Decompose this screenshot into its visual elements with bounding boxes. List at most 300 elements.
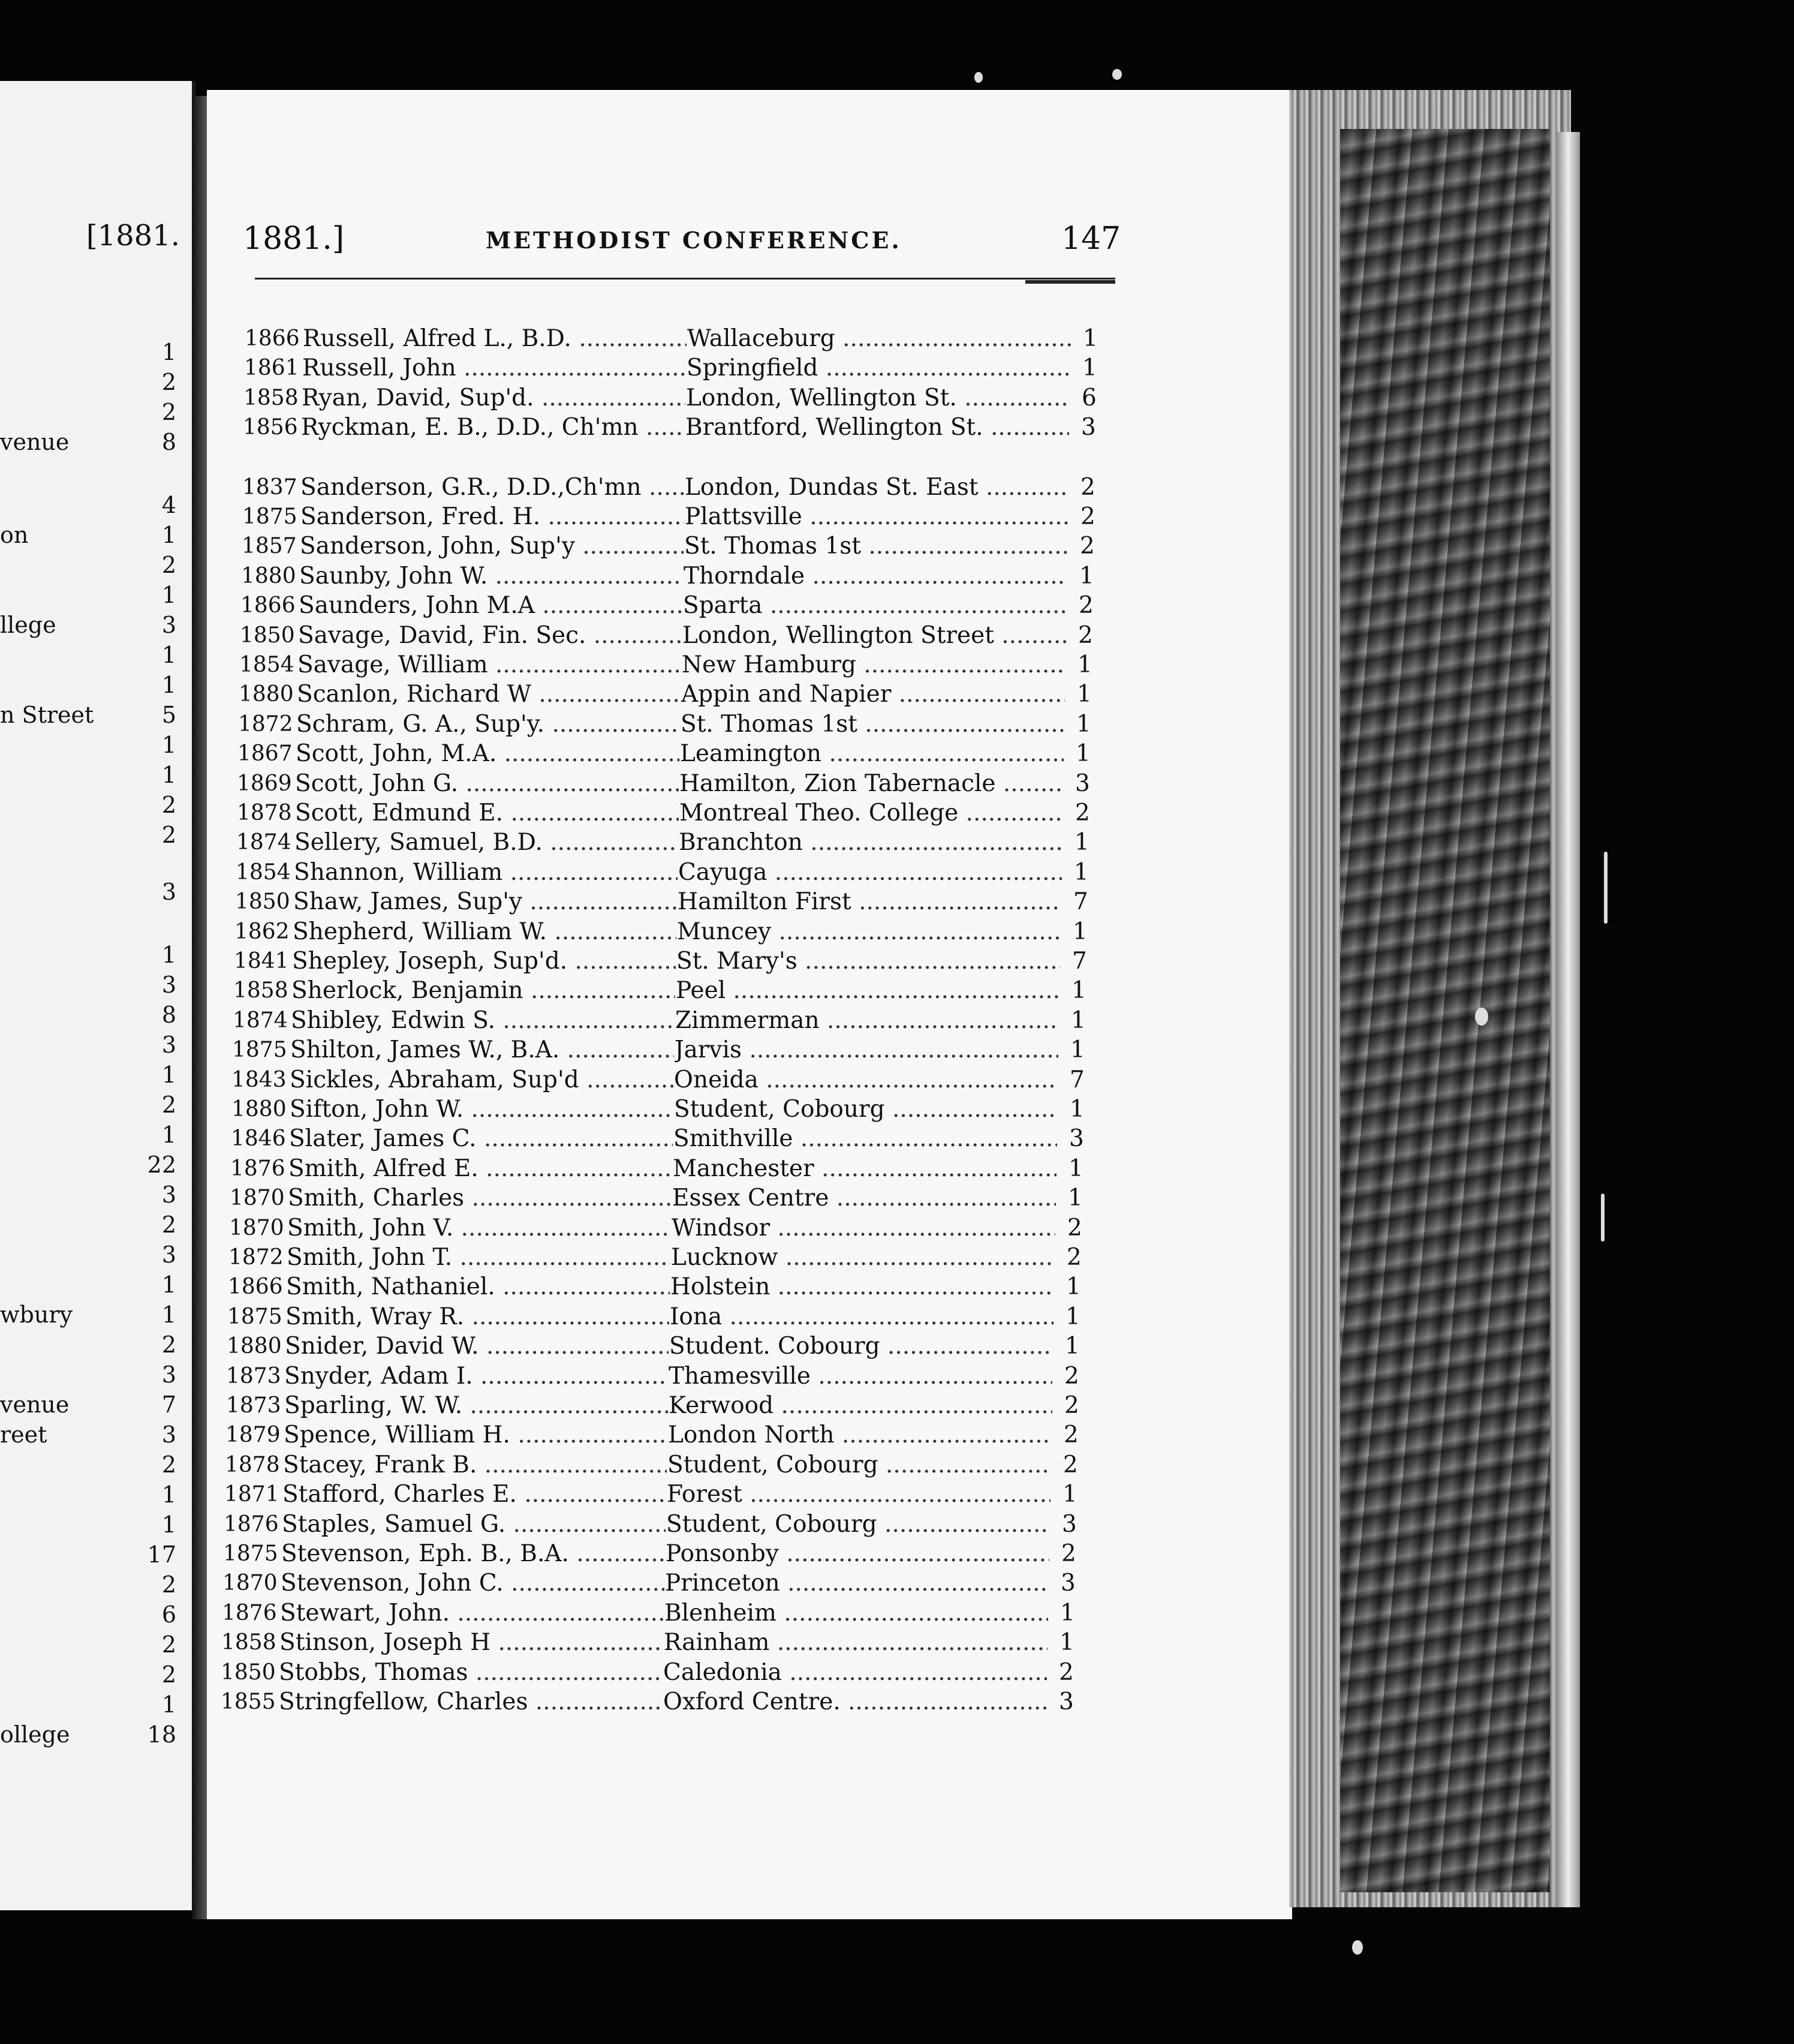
marbled-edge — [1340, 129, 1550, 1892]
left-page-row — [0, 1691, 182, 1720]
entry-year: 1878 — [237, 801, 292, 825]
years-count: 2 — [1063, 1451, 1078, 1478]
entry-row — [236, 828, 1106, 858]
entry-year: 1866 — [228, 1275, 283, 1300]
entry-year: 1850 — [240, 623, 295, 648]
years-count: 2 — [1080, 503, 1095, 530]
left-row-years: 8 — [161, 429, 176, 455]
left-row-years: 1 — [161, 942, 176, 968]
years-count: 3 — [1062, 1510, 1077, 1538]
entry-row — [241, 561, 1110, 591]
left-row-years: 2 — [161, 1451, 176, 1478]
entry-row — [224, 1510, 1093, 1540]
entry-row — [242, 502, 1112, 532]
station-name: Princeton ..... — [665, 1568, 1049, 1598]
years-count: 2 — [1080, 533, 1095, 560]
left-row-years: 2 — [161, 1661, 176, 1688]
left-page-row — [0, 1451, 182, 1480]
entry-year: 1837 — [242, 474, 297, 500]
left-page-row — [0, 1152, 182, 1180]
left-page-row — [0, 702, 182, 731]
station-name: Leamington ..... — [680, 739, 1064, 769]
left-row-years: 1 — [161, 1481, 176, 1508]
header-rule-thick — [1025, 280, 1115, 284]
left-row-years: 2 — [161, 1571, 176, 1598]
minister-name: Staples, Samuel G. ..... — [282, 1510, 666, 1540]
years-count: 1 — [1071, 1006, 1086, 1034]
years-count: 1 — [1062, 1481, 1077, 1508]
years-count: 2 — [1079, 592, 1094, 620]
years-count: 1 — [1074, 829, 1089, 856]
minister-name: Stringfellow, Charles ..... — [279, 1687, 663, 1717]
entry-row — [233, 976, 1103, 1006]
left-page-row — [0, 822, 182, 850]
minister-name: Ryan, David, Sup'd. ..... — [302, 383, 685, 413]
left-page-row — [0, 1092, 182, 1120]
station-name: Windsor ..... — [672, 1213, 1055, 1243]
entry-year: 1876 — [222, 1600, 277, 1625]
left-page-row — [0, 642, 182, 671]
left-row-years: 4 — [161, 492, 176, 518]
left-page-row — [0, 522, 182, 551]
station-name: London, Wellington Street ..... — [682, 621, 1066, 651]
station-name: Ponsonby ..... — [666, 1539, 1049, 1569]
minister-name: Shepherd, William W. ..... — [293, 917, 676, 947]
entry-row — [223, 1539, 1092, 1569]
left-page-row — [0, 1661, 182, 1690]
years-count: 1 — [1076, 710, 1091, 738]
station-name: London, Dundas St. East ..... — [685, 473, 1068, 503]
years-count: 1 — [1077, 651, 1092, 678]
station-name: Brantford, Wellington St. ..... — [685, 413, 1069, 443]
minister-name: Stevenson, John C. ..... — [281, 1568, 664, 1598]
entry-year: 1866 — [240, 593, 296, 618]
years-count: 1 — [1068, 1185, 1083, 1212]
minister-name: Snider, David W. ..... — [285, 1331, 669, 1361]
left-page-row — [0, 1391, 182, 1420]
page-title: METHODIST CONFERENCE. — [486, 227, 902, 254]
left-page-row — [0, 1601, 182, 1630]
left-row-years: 3 — [161, 1361, 176, 1388]
left-page-row — [0, 1242, 182, 1270]
minister-name: Stafford, Charles E. ..... — [282, 1480, 666, 1510]
left-page-row — [0, 1272, 182, 1300]
years-count: 1 — [1068, 1155, 1083, 1182]
entry-year: 1850 — [221, 1660, 276, 1685]
left-row-years: 3 — [161, 1242, 176, 1268]
speck — [1352, 1940, 1363, 1955]
entry-row — [237, 798, 1106, 828]
entry-row — [244, 353, 1113, 383]
station-name: Hamilton, Zion Tabernacle ..... — [679, 769, 1063, 799]
station-name: Plattsville ..... — [685, 502, 1068, 532]
header-year: 1881.] — [243, 221, 345, 257]
left-row-years: 1 — [161, 1511, 176, 1538]
minister-name: Scott, John G. ..... — [295, 769, 679, 799]
minister-name: Sanderson, John, Sup'y ..... — [300, 531, 684, 561]
left-row-years: 1 — [161, 1691, 176, 1718]
years-count: 2 — [1064, 1421, 1079, 1449]
entry-row — [231, 1095, 1101, 1125]
years-count: 1 — [1073, 918, 1088, 945]
station-name: Oxford Centre. ..... — [663, 1687, 1047, 1717]
minister-name: Savage, William ..... — [297, 650, 681, 680]
left-page-row — [0, 1541, 182, 1570]
minister-name: Scott, Edmund E. ..... — [295, 798, 679, 828]
speck — [974, 72, 983, 83]
years-count: 2 — [1080, 473, 1095, 501]
entry-year: 1869 — [237, 771, 292, 796]
entry-year: 1876 — [230, 1156, 285, 1181]
years-count: 1 — [1066, 1273, 1081, 1301]
left-row-years: 3 — [161, 1182, 176, 1208]
cover-edge — [1556, 132, 1580, 1907]
entry-year: 1875 — [223, 1541, 278, 1566]
minister-name: Russell, Alfred L., B.D. ..... — [303, 324, 687, 354]
page-number: 147 — [1061, 221, 1121, 257]
minister-name: Smith, Charles ..... — [288, 1183, 672, 1213]
entry-row — [237, 769, 1106, 799]
station-name: Essex Centre ..... — [672, 1183, 1056, 1213]
minister-name: Saunders, John M.A ..... — [299, 591, 682, 621]
left-running-head: [1881. — [86, 219, 180, 253]
station-name: Student, Cobourg ..... — [674, 1095, 1058, 1125]
entry-year: 1874 — [233, 1008, 288, 1033]
entry-row — [245, 324, 1114, 354]
minister-name: Sanderson, Fred. H. ..... — [300, 502, 684, 532]
left-page-row — [0, 612, 182, 641]
station-name: Sparta ..... — [683, 591, 1067, 621]
years-count: 2 — [1059, 1658, 1074, 1686]
minister-name: Stinson, Joseph H ..... — [279, 1628, 663, 1658]
left-row-years: 3 — [161, 879, 176, 905]
left-row-years: 18 — [147, 1721, 176, 1748]
years-count: 1 — [1059, 1629, 1074, 1657]
entry-year: 1856 — [243, 415, 298, 440]
left-row-years: 1 — [161, 642, 176, 668]
left-row-years: 5 — [161, 702, 176, 728]
entry-year: 1861 — [244, 356, 299, 381]
entry-row — [233, 1006, 1102, 1036]
left-page-row — [0, 972, 182, 1000]
left-row-years: 2 — [161, 1212, 176, 1238]
years-count: 2 — [1075, 799, 1090, 826]
entry-row — [230, 1154, 1100, 1184]
entry-row — [227, 1331, 1096, 1361]
station-name: St. Thomas 1st ..... — [681, 710, 1064, 740]
entry-row — [222, 1598, 1091, 1628]
minister-name: Savage, David, Fin. Sec. ..... — [298, 621, 682, 651]
left-page-row — [0, 1631, 182, 1660]
left-row-text: wbury — [0, 1301, 73, 1328]
years-count: 1 — [1060, 1599, 1075, 1627]
minister-name: Smith, John T. ..... — [287, 1243, 670, 1273]
entry-row — [221, 1687, 1090, 1717]
station-name: Lucknow ..... — [671, 1243, 1055, 1273]
minister-name: Stewart, John. ..... — [280, 1598, 664, 1628]
years-count: 1 — [1074, 858, 1089, 886]
left-row-years: 2 — [161, 822, 176, 848]
entry-year: 1870 — [229, 1215, 284, 1240]
left-page-row — [0, 1721, 182, 1750]
years-count: 3 — [1069, 1125, 1084, 1153]
left-page-row — [0, 1032, 182, 1060]
entry-year: 1880 — [231, 1097, 287, 1122]
years-count: 6 — [1082, 384, 1097, 411]
left-page-row — [0, 942, 182, 970]
station-name: Hamilton First ..... — [678, 887, 1061, 917]
entry-year: 1854 — [239, 653, 294, 677]
entry-row — [224, 1480, 1094, 1510]
entry-row — [229, 1213, 1098, 1243]
left-page-row — [0, 582, 182, 611]
left-page-row — [0, 552, 182, 581]
entry-year: 1872 — [228, 1245, 284, 1270]
station-name: Manchester ..... — [673, 1154, 1056, 1184]
left-row-years: 2 — [161, 792, 176, 818]
left-row-text: venue — [0, 1391, 70, 1418]
left-page-row — [0, 792, 182, 820]
left-row-text: ollege — [0, 1721, 70, 1748]
years-count: 1 — [1082, 354, 1097, 382]
station-name: Appin and Napier ..... — [681, 680, 1065, 710]
left-page-row — [0, 879, 182, 907]
entry-year: 1875 — [227, 1304, 282, 1329]
left-row-text: reet — [0, 1421, 47, 1448]
station-name: Iona ..... — [670, 1302, 1053, 1332]
entry-row — [226, 1391, 1095, 1421]
station-name: Jarvis ..... — [675, 1035, 1058, 1065]
station-name: Oneida ..... — [674, 1065, 1058, 1095]
left-row-years: 1 — [161, 1062, 176, 1088]
entry-year: 1873 — [226, 1363, 281, 1388]
left-row-years: 7 — [161, 1391, 176, 1418]
minister-name: Smith, Alfred E. ..... — [288, 1154, 672, 1184]
left-page-row — [0, 429, 182, 458]
years-count: 1 — [1070, 1036, 1085, 1064]
left-page-row — [0, 1182, 182, 1210]
left-page-row — [0, 492, 182, 521]
entry-row — [221, 1658, 1090, 1688]
left-page-row — [0, 369, 182, 398]
years-count: 2 — [1067, 1244, 1082, 1271]
years-count: 1 — [1065, 1303, 1080, 1330]
left-row-text: venue — [0, 429, 70, 455]
entry-year: 1870 — [222, 1571, 278, 1596]
entry-row — [243, 413, 1112, 443]
left-row-years: 3 — [161, 972, 176, 998]
left-page-row — [0, 1511, 182, 1540]
minister-name: Sickles, Abraham, Sup'd ..... — [290, 1065, 673, 1095]
entry-year: 1878 — [225, 1452, 280, 1477]
minister-name: Smith, Nathaniel. ..... — [286, 1272, 670, 1302]
entry-year: 1846 — [231, 1126, 286, 1152]
station-name: Student, Cobourg ..... — [666, 1510, 1050, 1540]
years-count: 1 — [1083, 325, 1098, 352]
entry-year: 1841 — [234, 949, 289, 973]
entry-year: 1880 — [239, 682, 294, 707]
minister-name: Russell, John ..... — [302, 353, 686, 383]
left-page-row — [0, 339, 182, 368]
entry-year: 1866 — [245, 326, 300, 351]
speck — [1475, 1008, 1488, 1026]
left-row-years: 1 — [161, 339, 176, 365]
station-name: Wallaceburg ..... — [687, 324, 1071, 354]
entry-row — [243, 383, 1113, 413]
left-row-years: 1 — [161, 1272, 176, 1298]
left-page-row — [0, 1301, 182, 1330]
left-row-years: 1 — [161, 762, 176, 788]
left-page-row — [0, 1421, 182, 1450]
left-row-years: 3 — [161, 1032, 176, 1058]
minister-name: Schram, G. A., Sup'y. ..... — [296, 710, 680, 740]
left-row-years: 1 — [161, 1122, 176, 1148]
entry-row — [222, 1568, 1092, 1598]
left-row-text: n Street — [0, 702, 94, 728]
entry-year: 1850 — [235, 889, 290, 915]
entry-row — [227, 1302, 1097, 1332]
minister-name: Scott, John, M.A. ..... — [296, 739, 679, 769]
left-page-row — [0, 1481, 182, 1510]
station-name: Smithville ..... — [673, 1124, 1057, 1154]
left-page-row — [0, 672, 182, 701]
entry-row — [231, 1124, 1100, 1154]
minister-name: Sherlock, Benjamin ..... — [291, 976, 675, 1006]
left-row-years: 3 — [161, 612, 176, 638]
minister-name: Snyder, Adam I. ..... — [284, 1361, 668, 1391]
entry-row — [236, 858, 1105, 888]
station-name: Peel ..... — [676, 976, 1059, 1006]
years-count: 7 — [1073, 888, 1088, 916]
left-row-years: 1 — [161, 732, 176, 758]
minister-name: Scanlon, Richard W ..... — [297, 680, 681, 710]
years-count: 3 — [1059, 1688, 1074, 1715]
years-count: 7 — [1070, 1066, 1085, 1093]
station-name: Rainham ..... — [664, 1628, 1047, 1658]
entry-year: 1858 — [233, 978, 288, 1003]
station-name: Blenheim ..... — [664, 1598, 1048, 1628]
minister-name: Stevenson, Eph. B., B.A. ..... — [281, 1539, 665, 1569]
entry-year: 1874 — [236, 830, 291, 855]
entry-year: 1855 — [221, 1690, 276, 1714]
entry-row — [225, 1420, 1095, 1450]
entry-row — [231, 1065, 1101, 1095]
entry-year: 1880 — [241, 563, 296, 588]
minister-name: Sellery, Samuel, B.D. ..... — [294, 828, 678, 858]
minister-name: Stobbs, Thomas ..... — [279, 1658, 663, 1688]
left-row-years: 1 — [161, 1301, 176, 1328]
left-row-years: 6 — [161, 1601, 176, 1628]
speck — [1604, 852, 1608, 924]
minister-name: Ryckman, E. B., D.D., Ch'mn ..... — [301, 413, 685, 443]
station-name: Thorndale ..... — [684, 561, 1067, 591]
left-row-years: 1 — [161, 672, 176, 698]
speck — [1601, 1194, 1605, 1242]
left-page-row — [0, 1002, 182, 1030]
station-name: Forest ..... — [667, 1480, 1050, 1510]
entry-row — [238, 710, 1107, 740]
left-page-row — [0, 1062, 182, 1090]
station-name: St. Thomas 1st ..... — [684, 531, 1068, 561]
entry-year: 1872 — [238, 711, 293, 737]
entry-row — [234, 917, 1104, 947]
left-page-row — [0, 399, 182, 428]
entry-row — [239, 680, 1108, 710]
minister-name: Sanderson, G.R., D.D.,Ch'mn ..... — [300, 473, 684, 503]
years-count: 2 — [1067, 1214, 1082, 1242]
left-row-years: 2 — [161, 1631, 176, 1658]
minister-name: Shaw, James, Sup'y ..... — [293, 887, 677, 917]
minister-name: Shilton, James W., B.A. ..... — [290, 1035, 674, 1065]
minister-name: Shibley, Edwin S. ..... — [291, 1006, 675, 1036]
station-name: Holstein ..... — [670, 1272, 1054, 1302]
entry-row — [226, 1361, 1095, 1391]
station-name: London North ..... — [668, 1420, 1052, 1450]
entry-row — [232, 1035, 1101, 1065]
entry-year: 1879 — [225, 1423, 281, 1448]
left-row-text: llege — [0, 612, 56, 638]
entry-year: 1858 — [243, 385, 299, 410]
entry-row — [239, 650, 1109, 680]
minister-name: Slater, James C. ..... — [289, 1124, 673, 1154]
entry-row — [235, 887, 1104, 917]
minister-name: Saunby, John W. ..... — [299, 561, 683, 591]
station-name: Kerwood ..... — [669, 1391, 1052, 1421]
years-count: 1 — [1077, 681, 1092, 708]
left-row-years: 2 — [161, 399, 176, 425]
entry-year: 1854 — [236, 859, 291, 885]
left-page-row — [0, 1331, 182, 1360]
left-row-years: 3 — [161, 1421, 176, 1448]
left-page-row — [0, 1361, 182, 1390]
station-name: Thamesville ..... — [669, 1361, 1052, 1391]
entry-row — [242, 473, 1112, 503]
left-page-row — [0, 1212, 182, 1240]
entry-year: 1843 — [231, 1067, 287, 1092]
entry-year: 1875 — [242, 504, 297, 529]
station-name: Student, Cobourg ..... — [667, 1450, 1051, 1480]
minister-name: Sparling, W. W. ..... — [284, 1391, 668, 1421]
entry-row — [228, 1272, 1097, 1302]
left-row-text: on — [0, 522, 29, 548]
entry-row — [221, 1628, 1091, 1658]
years-count: 1 — [1076, 740, 1091, 768]
left-page-row — [0, 1122, 182, 1150]
station-name: Student. Cobourg ..... — [669, 1331, 1053, 1361]
entry-year: 1870 — [230, 1186, 285, 1211]
entry-row — [230, 1183, 1099, 1213]
entry-row — [240, 591, 1110, 621]
years-count: 2 — [1061, 1540, 1076, 1567]
left-page-row — [0, 762, 182, 790]
years-count: 3 — [1081, 414, 1096, 441]
entry-row — [240, 621, 1109, 651]
entry-row — [228, 1243, 1098, 1273]
entry-row — [234, 946, 1103, 976]
left-page-row — [0, 1571, 182, 1600]
minister-name: Smith, John V. ..... — [287, 1213, 671, 1243]
left-row-years: 2 — [161, 1331, 176, 1358]
station-name: Caledonia ..... — [663, 1658, 1047, 1688]
years-count: 2 — [1064, 1392, 1079, 1419]
entry-year: 1871 — [224, 1482, 279, 1507]
station-name: Muncey ..... — [677, 917, 1061, 947]
entry-year: 1875 — [232, 1038, 287, 1063]
minister-name: Smith, Wray R. ..... — [285, 1302, 669, 1332]
entry-row — [242, 531, 1111, 561]
left-page-row — [0, 732, 182, 761]
entry-year: 1862 — [234, 919, 290, 944]
